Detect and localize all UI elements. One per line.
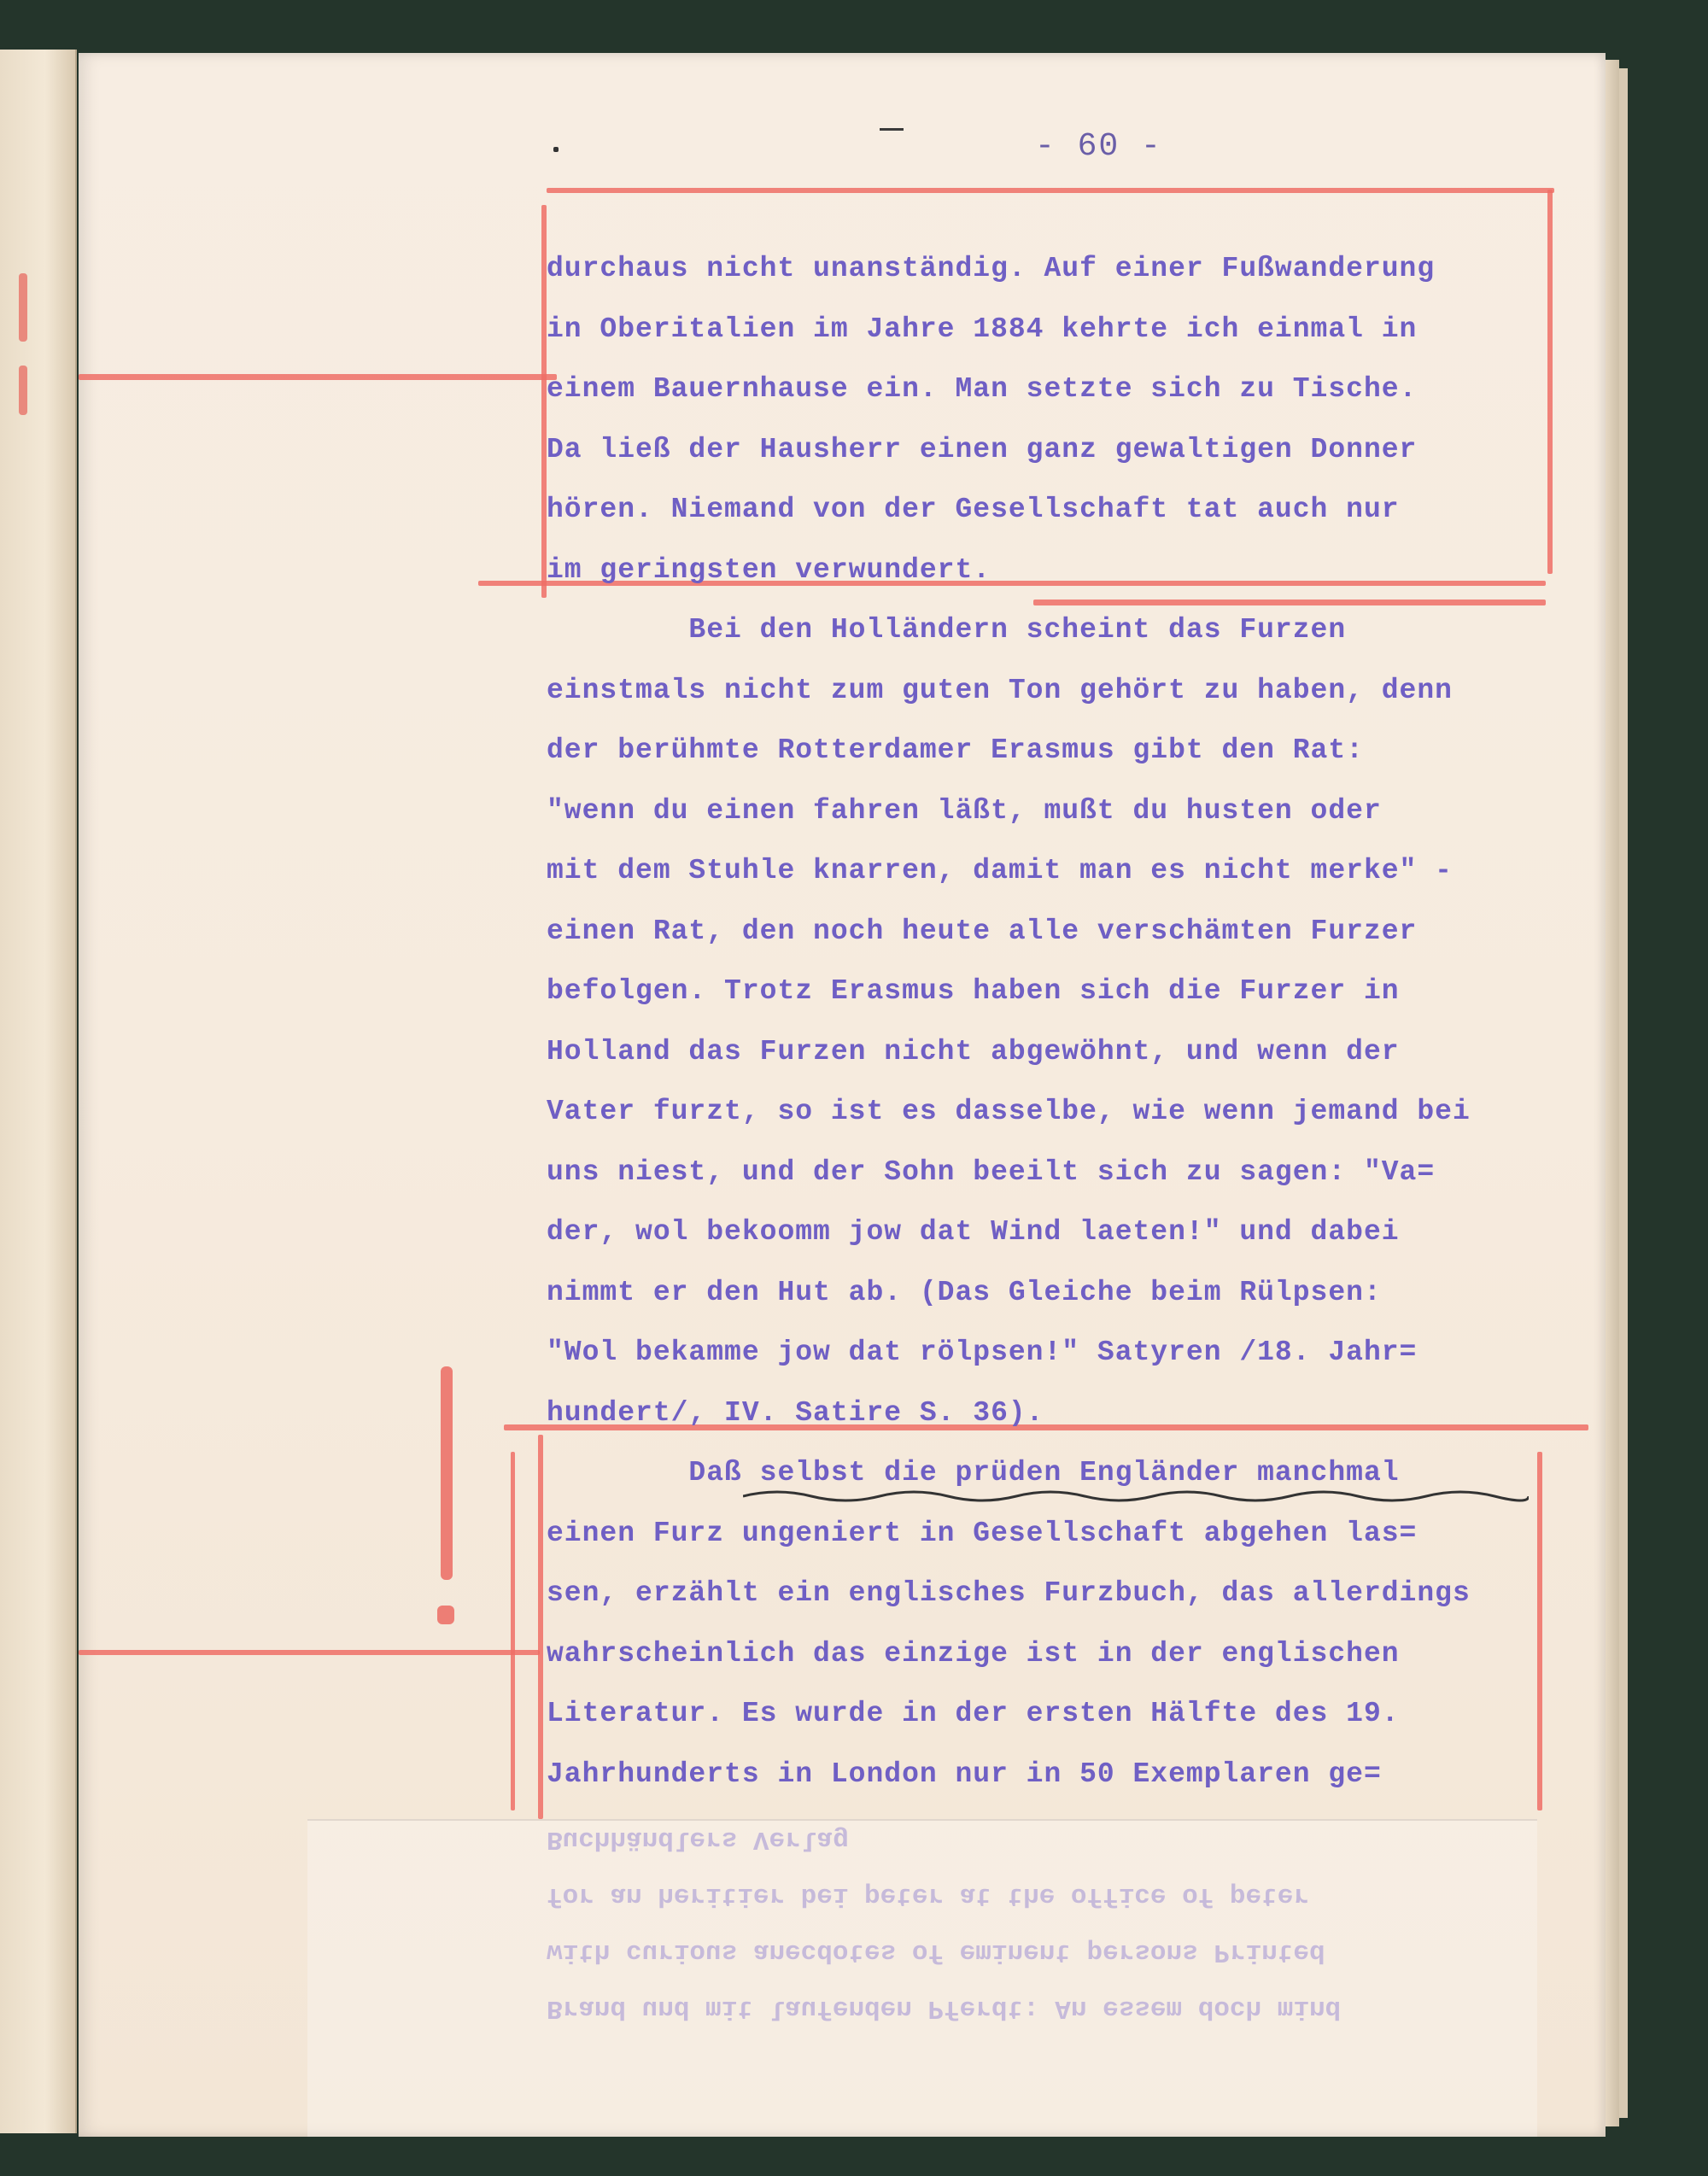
text-line: nimmt er den Hut ab. (Das Gleiche beim Rülpsen:: [547, 1276, 1382, 1308]
text-line: Bei den Holländern scheint das Furzen: [547, 614, 1347, 646]
text-line: "wenn du einen fahren läßt, mußt du husten oder: [547, 794, 1382, 827]
top-tick-mark: [553, 147, 559, 152]
text-line: einen Rat, den noch heute alle verschämten Furzer: [547, 915, 1418, 947]
text-line: Daß selbst die prüden Engländer manchmal: [547, 1457, 1400, 1489]
text-line: Vater furzt, so ist es dasselbe, wie wenn jemand bei: [547, 1096, 1471, 1127]
text-line: mit dem Stuhle knarren, damit man es nicht merke" -: [547, 855, 1453, 886]
text-line: wahrscheinlich das einzige ist in der englischen: [547, 1637, 1400, 1670]
red-box-top: [547, 188, 1554, 193]
left-facing-page-edge: [0, 50, 77, 2133]
bleed-line: Brand und mit laufenden Pferdt: An essem doch mind: [547, 1993, 1342, 2023]
page-number: - 60 -: [1035, 128, 1162, 165]
red-box-right: [1547, 190, 1553, 574]
page-stack-edge: [1606, 60, 1619, 2126]
red-margin-line-upper: [79, 374, 557, 380]
text-line: befolgen. Trotz Erasmus haben sich die Furzer in: [547, 975, 1400, 1007]
text-line: einen Furz ungeniert in Gesellschaft abgehen las=: [547, 1517, 1418, 1549]
bleed-line: for an heritier bei peter at the office of peter: [547, 1881, 1309, 1910]
page-stack-edge-outer: [1619, 68, 1628, 2118]
mirrored-bleed-through-text: [547, 1810, 1520, 2036]
text-line: Da ließ der Hausherr einen ganz gewaltigen Donner: [547, 433, 1418, 465]
text-line: einstmals nicht zum guten Ton gehört zu haben, denn: [547, 674, 1453, 706]
red-box2-left: [538, 1435, 543, 1819]
text-line: sen, erzählt ein englisches Furzbuch, das allerdings: [547, 1577, 1471, 1609]
text-line: im geringsten verwundert.: [547, 553, 991, 586]
bleed-line: with curious anecdotes of eminent persons Printed: [547, 1937, 1325, 1967]
left-red-mark-upper: [19, 273, 27, 342]
red-margin-vertical-lower: [511, 1452, 515, 1810]
text-line: der, wol bekoomm jow dat Wind laeten!" und dabei: [547, 1216, 1400, 1248]
text-line: durchaus nicht unanständig. Auf einer Fußwanderung: [547, 253, 1436, 284]
left-red-mark-lower: [19, 366, 27, 415]
text-line: Jahrhunderts in London nur in 50 Exemplaren ge=: [547, 1758, 1382, 1790]
text-line: Holland das Furzen nicht abgewöhnt, und wenn der: [547, 1035, 1400, 1068]
top-dash-mark: [880, 128, 904, 131]
text-line: "Wol bekamme jow dat rölpsen!" Satyren /18. Jahr=: [547, 1337, 1418, 1368]
text-line: hundert/, IV. Satire S. 36).: [547, 1396, 1044, 1429]
red-exclamation-dot: [437, 1606, 454, 1624]
red-margin-line-lower: [79, 1650, 540, 1655]
red-exclamation-bar: [441, 1366, 453, 1580]
text-line: Literatur. Es wurde in der ersten Hälfte des 19.: [547, 1698, 1400, 1729]
text-line: in Oberitalien im Jahre 1884 kehrte ich einmal in: [547, 313, 1418, 345]
red-box2-right: [1537, 1452, 1542, 1810]
text-line: der berühmte Rotterdamer Erasmus gibt den Rat:: [547, 734, 1364, 766]
text-line: einem Bauernhause ein. Man setzte sich zu Tische.: [547, 373, 1418, 405]
text-line: uns niest, und der Sohn beeilt sich zu sagen: "Va=: [547, 1155, 1436, 1188]
bleed-line: Buchhändlers Verlag: [547, 1824, 849, 1854]
text-line: hören. Niemand von der Gesellschaft tat auch nur: [547, 494, 1400, 525]
typewritten-body: [547, 239, 1520, 1805]
